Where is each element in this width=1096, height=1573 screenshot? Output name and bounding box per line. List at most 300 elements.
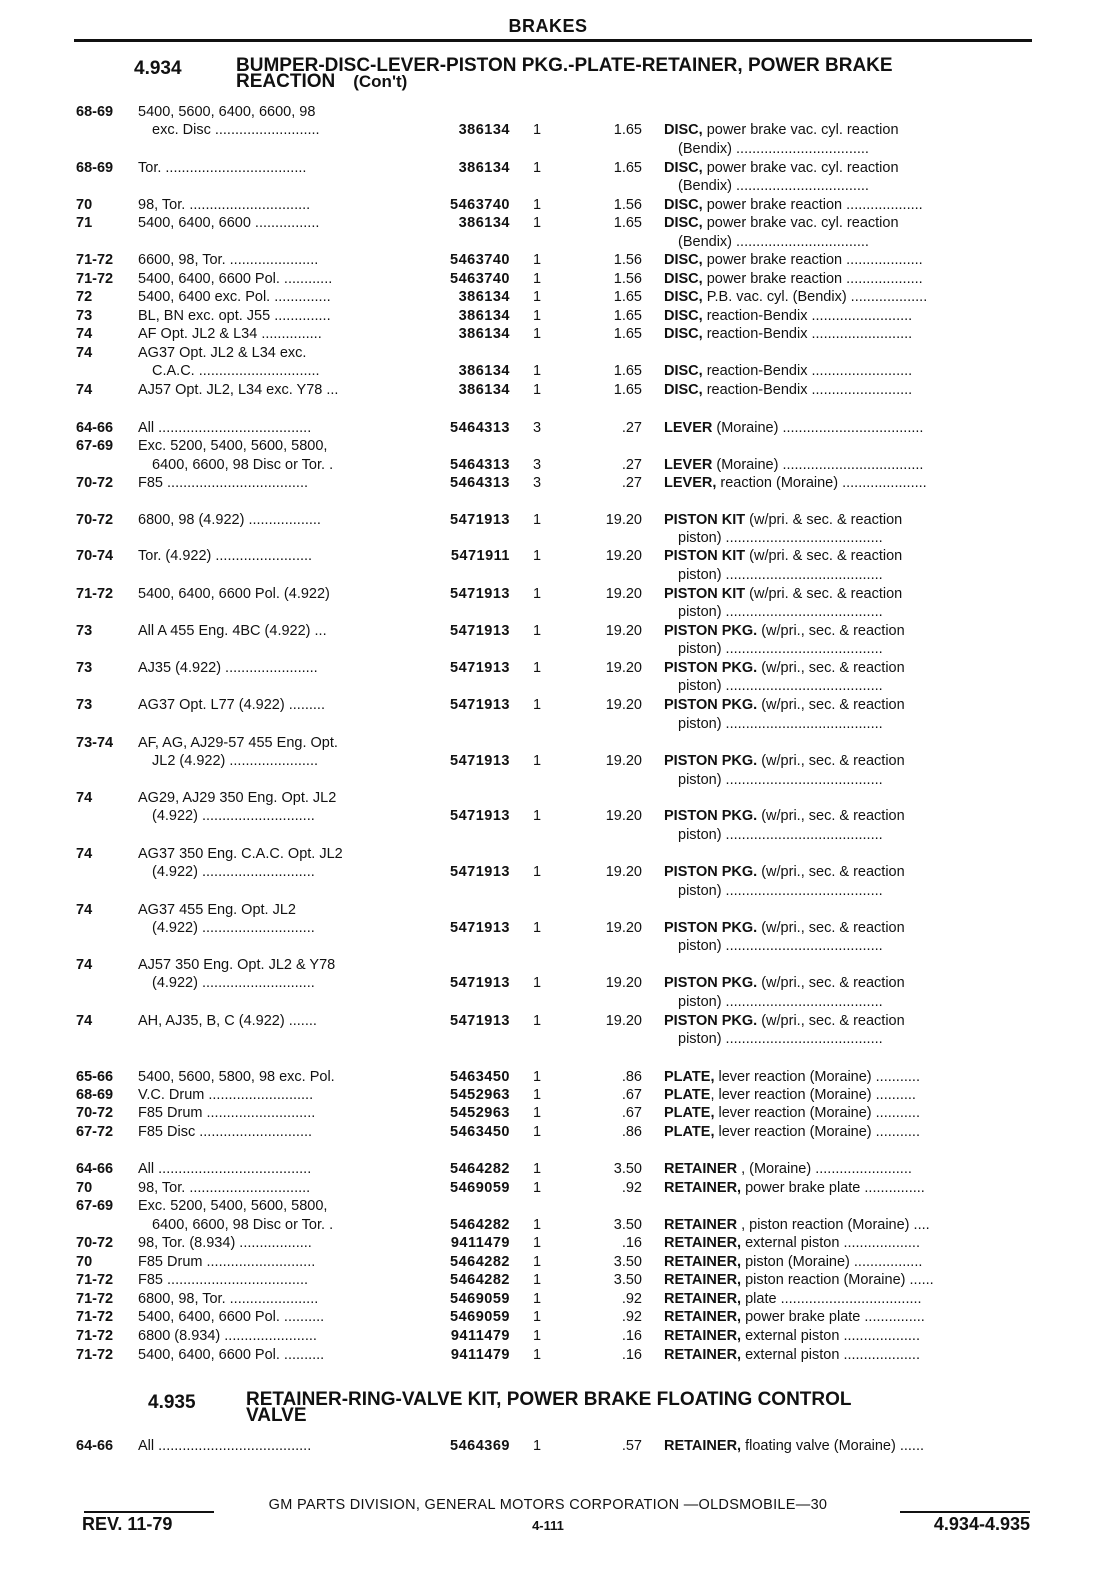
quantity: 1: [532, 623, 542, 639]
description: [664, 271, 1030, 287]
table-row: [0, 772, 1096, 792]
continued-label: (Con't): [353, 72, 408, 91]
application: 5400, 6400, 6600 ................: [138, 215, 320, 231]
description-text: piston) .......................................: [678, 530, 883, 546]
application: JL2 (4.922) ......................: [152, 753, 319, 769]
description-text: power brake reaction ...................: [702, 197, 923, 213]
table-row: [0, 271, 1096, 291]
price: .92: [621, 1309, 642, 1325]
price: 19.20: [605, 660, 642, 676]
description-text: power brake reaction ...................: [702, 271, 923, 287]
table-row: [0, 1124, 1096, 1144]
quantity: 1: [532, 197, 542, 213]
application: 6400, 6600, 98 Disc or Tor. .: [152, 1217, 334, 1233]
application: F85 Disc ............................: [138, 1124, 313, 1140]
description: [664, 363, 1030, 379]
footer-section-range: 4.934-4.935: [933, 1514, 1030, 1534]
application: AH, AJ35, B, C (4.922) .......: [138, 1013, 317, 1029]
table-row: [0, 902, 1096, 922]
description: [664, 920, 1030, 936]
description: [678, 716, 1030, 732]
quantity: 1: [532, 1124, 542, 1140]
description-item-name: PLATE,: [664, 1069, 715, 1085]
description: [678, 883, 1030, 899]
description-text: (w/pri., sec. & reaction: [757, 864, 905, 880]
quantity: 1: [532, 1105, 542, 1121]
table-row: [0, 735, 1096, 755]
description-item-name: DISC,: [664, 160, 703, 176]
table-row: [0, 215, 1096, 235]
table-row: [0, 827, 1096, 847]
table-row: [0, 1180, 1096, 1200]
table-row: [0, 548, 1096, 568]
model-year: 74: [76, 345, 93, 361]
description: [678, 604, 1030, 620]
description-text: piston) .......................................: [678, 716, 883, 732]
description-item-name: PISTON PKG.: [664, 975, 758, 991]
quantity: 1: [532, 1309, 542, 1325]
part-number: 9411479: [450, 1235, 510, 1251]
quantity: 3: [532, 475, 542, 491]
description-text: plate ...................................: [741, 1291, 922, 1307]
part-number: 386134: [458, 122, 510, 138]
table-row: [0, 345, 1096, 365]
quantity: 1: [532, 864, 542, 880]
description: [678, 938, 1030, 954]
part-number: 5471913: [450, 1013, 510, 1029]
application: (4.922) ............................: [152, 808, 315, 824]
description: [664, 1438, 1030, 1454]
table-row: [0, 1235, 1096, 1255]
description-text: reaction-Bendix .........................: [702, 363, 913, 379]
description-item-name: DISC,: [664, 326, 703, 342]
part-number: 386134: [458, 326, 510, 342]
description-text: (w/pri., sec. & reaction: [757, 660, 905, 676]
application: V.C. Drum ..........................: [138, 1087, 314, 1103]
description-text: piston) .......................................: [678, 938, 883, 954]
model-year: 71-72: [76, 1328, 114, 1344]
price: .86: [621, 1124, 642, 1140]
table-row: [0, 1438, 1096, 1458]
model-year: 74: [76, 326, 93, 342]
price: 19.20: [605, 512, 642, 528]
description-text: reaction-Bendix .........................: [702, 382, 913, 398]
description-item-name: RETAINER,: [664, 1254, 742, 1270]
description-item-name: PISTON PKG.: [664, 660, 758, 676]
model-year: 68-69: [76, 160, 114, 176]
model-year: 67-72: [76, 1124, 114, 1140]
part-number: 5471913: [450, 660, 510, 676]
application: AG29, AJ29 350 Eng. Opt. JL2: [138, 790, 337, 806]
application: (4.922) ............................: [152, 975, 315, 991]
price: 3.50: [613, 1217, 642, 1233]
part-number: 5464282: [450, 1161, 510, 1177]
table-row: [0, 1328, 1096, 1348]
description: [678, 567, 1030, 583]
quantity: 1: [532, 1069, 542, 1085]
description-item-name: PISTON PKG.: [664, 808, 758, 824]
description-text: , piston reaction (Moraine) ....: [737, 1217, 930, 1233]
application: AF Opt. JL2 & L34 ...............: [138, 326, 322, 342]
price: .92: [621, 1180, 642, 1196]
description: [664, 382, 1030, 398]
table-row: [0, 790, 1096, 810]
model-year: 70-72: [76, 512, 114, 528]
footer-revision: REV. 11-79: [82, 1514, 173, 1534]
table-row: [0, 289, 1096, 309]
part-number: 5464369: [450, 1438, 510, 1454]
model-year: 73: [76, 697, 93, 713]
table-row: [0, 660, 1096, 680]
price: .27: [621, 420, 642, 436]
table-row: [0, 604, 1096, 624]
description-item-name: PISTON PKG.: [664, 753, 758, 769]
part-number: 9411479: [450, 1347, 510, 1363]
application: AG37 Opt. L77 (4.922) .........: [138, 697, 325, 713]
description-text: (w/pri., sec. & reaction: [757, 808, 905, 824]
model-year: 73-74: [76, 735, 114, 751]
table-row: [0, 1031, 1096, 1051]
quantity: 1: [532, 382, 542, 398]
description: [678, 772, 1030, 788]
application: F85 Drum ...........................: [138, 1254, 316, 1270]
part-number: 5463740: [450, 271, 510, 287]
part-number: 5464282: [450, 1254, 510, 1270]
application: AF, AG, AJ29-57 455 Eng. Opt.: [138, 735, 338, 751]
description-item-name: PISTON PKG.: [664, 1013, 758, 1029]
description: [664, 975, 1030, 991]
section-title-line2: VALVE: [246, 1405, 307, 1426]
description-text: (w/pri., sec. & reaction: [757, 753, 905, 769]
table-row: [0, 1198, 1096, 1218]
description-item-name: RETAINER,: [664, 1328, 742, 1344]
description-text: (Moraine) ...................................: [712, 457, 924, 473]
application: 5400, 6400, 6600 Pol. ............: [138, 271, 333, 287]
model-year: 68-69: [76, 104, 114, 120]
price: .27: [621, 475, 642, 491]
description: [678, 678, 1030, 694]
part-number: 5471913: [450, 864, 510, 880]
description-text: external piston ...................: [741, 1328, 920, 1344]
description-item-name: RETAINER: [664, 1161, 738, 1177]
description: [678, 141, 1030, 157]
model-year: 71-72: [76, 252, 114, 268]
description: [678, 994, 1030, 1010]
table-row: [0, 864, 1096, 884]
quantity: 1: [532, 548, 542, 564]
description-item-name: DISC,: [664, 289, 703, 305]
description-text: power brake vac. cyl. reaction: [702, 122, 899, 138]
price: 19.20: [605, 864, 642, 880]
model-year: 71-72: [76, 1291, 114, 1307]
footer-publisher: GM PARTS DIVISION, GENERAL MOTORS CORPORATION —OLDSMOBILE—30: [268, 1497, 828, 1513]
table-row: [0, 457, 1096, 477]
price: 3.50: [613, 1272, 642, 1288]
quantity: 1: [532, 252, 542, 268]
part-number: 5471913: [450, 975, 510, 991]
model-year: 65-66: [76, 1069, 114, 1085]
quantity: 1: [532, 586, 542, 602]
description-text: external piston ...................: [741, 1235, 920, 1251]
description: [664, 1347, 1030, 1363]
table-row: [0, 1309, 1096, 1329]
section-title-line1: BUMPER-DISC-LEVER-PISTON PKG.-PLATE-RETAINER, POWER BRAKE: [236, 55, 893, 76]
section-title-4935: [246, 1389, 852, 1426]
model-year: 71: [76, 215, 93, 231]
model-year: 74: [76, 1013, 93, 1029]
part-number: 5471913: [450, 586, 510, 602]
description: [664, 1291, 1030, 1307]
description-text: piston) .......................................: [678, 604, 883, 620]
section-title-line1: RETAINER-RING-VALVE KIT, POWER BRAKE FLOATING CONTROL: [246, 1389, 852, 1410]
description-item-name: DISC,: [664, 215, 703, 231]
model-year: 71-72: [76, 586, 114, 602]
description: [664, 289, 1030, 305]
quantity: 1: [532, 215, 542, 231]
table-row: [0, 308, 1096, 328]
table-row: [0, 623, 1096, 643]
quantity: 1: [532, 697, 542, 713]
application: (4.922) ............................: [152, 920, 315, 936]
table-row: [0, 586, 1096, 606]
part-number: 5464313: [450, 475, 510, 491]
quantity: 1: [532, 1328, 542, 1344]
table-row: [0, 846, 1096, 866]
model-year: 64-66: [76, 420, 114, 436]
section-number-4935: 4.935: [148, 1392, 196, 1413]
description-text: piston) .......................................: [678, 827, 883, 843]
table-row: [0, 438, 1096, 458]
quantity: 1: [532, 975, 542, 991]
description: [664, 1013, 1030, 1029]
part-number: 5471913: [450, 512, 510, 528]
quantity: 1: [532, 1254, 542, 1270]
price: 1.56: [613, 197, 642, 213]
table-row: [0, 883, 1096, 903]
quantity: 1: [532, 660, 542, 676]
table-row: [0, 938, 1096, 958]
description: [664, 586, 1030, 602]
description-text: piston reaction (Moraine) ......: [741, 1272, 934, 1288]
price: 1.65: [613, 122, 642, 138]
page-header-title: BRAKES: [508, 16, 588, 36]
description: [678, 530, 1030, 546]
quantity: 1: [532, 512, 542, 528]
quantity: 1: [532, 1291, 542, 1307]
description: [664, 512, 1030, 528]
description-text: lever reaction (Moraine) ...........: [714, 1105, 920, 1121]
application: (4.922) ............................: [152, 864, 315, 880]
description-item-name: PISTON PKG.: [664, 697, 758, 713]
description-item-name: LEVER,: [664, 475, 717, 491]
price: .67: [621, 1087, 642, 1103]
description-text: lever reaction (Moraine) ...........: [714, 1124, 920, 1140]
table-row: [0, 178, 1096, 198]
description-text: floating valve (Moraine) ......: [741, 1438, 925, 1454]
description: [664, 660, 1030, 676]
description-text: piston) .......................................: [678, 1031, 883, 1047]
description-item-name: RETAINER,: [664, 1235, 742, 1251]
part-number: 9411479: [450, 1328, 510, 1344]
application: 6800 (8.934) .......................: [138, 1328, 317, 1344]
description: [664, 864, 1030, 880]
table-row: [0, 1161, 1096, 1181]
model-year: 74: [76, 846, 93, 862]
table-row: [0, 1069, 1096, 1089]
description: [664, 697, 1030, 713]
quantity: 1: [532, 808, 542, 824]
application: AG37 Opt. JL2 & L34 exc.: [138, 345, 307, 361]
part-number: 5464282: [450, 1272, 510, 1288]
part-number: 5452963: [450, 1087, 510, 1103]
part-number: 5464313: [450, 420, 510, 436]
description-item-name: RETAINER,: [664, 1438, 742, 1454]
quantity: 1: [532, 920, 542, 936]
price: .16: [621, 1328, 642, 1344]
section-title-4934: [236, 55, 893, 92]
description-text: power brake plate ...............: [741, 1309, 925, 1325]
price: 1.65: [613, 326, 642, 342]
price: .86: [621, 1069, 642, 1085]
part-number: 5469059: [450, 1291, 510, 1307]
model-year: 71-72: [76, 1272, 114, 1288]
model-year: 73: [76, 623, 93, 639]
description-text: piston) .......................................: [678, 678, 883, 694]
table-row: [0, 1272, 1096, 1292]
part-number: 5471913: [450, 753, 510, 769]
model-year: 72: [76, 289, 93, 305]
table-row: [0, 104, 1096, 124]
description: [678, 827, 1030, 843]
application: 6600, 98, Tor. ......................: [138, 252, 319, 268]
description-text: , lever reaction (Moraine) ..........: [710, 1087, 916, 1103]
quantity: 3: [532, 457, 542, 473]
part-number: 5463450: [450, 1124, 510, 1140]
description-item-name: PLATE,: [664, 1105, 715, 1121]
table-row: [0, 122, 1096, 142]
header-rule: [74, 39, 1032, 42]
application: 5400, 6400, 6600 Pol. ..........: [138, 1347, 325, 1363]
application: F85 ...................................: [138, 1272, 309, 1288]
description: [664, 308, 1030, 324]
model-year: 70: [76, 197, 93, 213]
model-year: 70: [76, 1254, 93, 1270]
quantity: 1: [532, 271, 542, 287]
part-number: 386134: [458, 289, 510, 305]
part-number: 386134: [458, 160, 510, 176]
part-number: 5471913: [450, 697, 510, 713]
description-text: power brake reaction ...................: [702, 252, 923, 268]
model-year: 67-69: [76, 438, 114, 454]
description: [664, 1235, 1030, 1251]
price: 19.20: [605, 548, 642, 564]
description: [664, 623, 1030, 639]
price: .92: [621, 1291, 642, 1307]
description-text: (w/pri. & sec. & reaction: [745, 586, 903, 602]
description: [664, 457, 1030, 473]
description-item-name: PLATE,: [664, 1124, 715, 1140]
model-year: 70: [76, 1180, 93, 1196]
application: 5400, 5600, 6400, 6600, 98: [138, 104, 316, 120]
price: 19.20: [605, 975, 642, 991]
price: .16: [621, 1235, 642, 1251]
part-number: 5463740: [450, 197, 510, 213]
table-row: [0, 234, 1096, 254]
description: [678, 641, 1030, 657]
description-item-name: DISC,: [664, 382, 703, 398]
application: F85 ...................................: [138, 475, 309, 491]
table-row: [0, 975, 1096, 995]
description-item-name: LEVER: [664, 457, 713, 473]
description: [664, 808, 1030, 824]
application: exc. Disc ..........................: [152, 122, 320, 138]
price: 1.65: [613, 289, 642, 305]
description-text: piston) .......................................: [678, 641, 883, 657]
table-row: [0, 160, 1096, 180]
description: [664, 1087, 1030, 1103]
section-title-line2: [236, 71, 893, 92]
model-year: 74: [76, 957, 93, 973]
price: 3.50: [613, 1254, 642, 1270]
price: 19.20: [605, 586, 642, 602]
model-year: 67-69: [76, 1198, 114, 1214]
description-item-name: DISC,: [664, 122, 703, 138]
description-item-name: RETAINER,: [664, 1291, 742, 1307]
table-row: [0, 1105, 1096, 1125]
table-row: [0, 994, 1096, 1014]
application: 6400, 6600, 98 Disc or Tor. .: [152, 457, 334, 473]
description-text: piston) .......................................: [678, 772, 883, 788]
description: [664, 1254, 1030, 1270]
application: C.A.C. ..............................: [152, 363, 320, 379]
application: 6800, 98 (4.922) ..................: [138, 512, 321, 528]
part-number: 5452963: [450, 1105, 510, 1121]
table-row: [0, 1291, 1096, 1311]
price: 1.65: [613, 308, 642, 324]
application: AG37 455 Eng. Opt. JL2: [138, 902, 296, 918]
model-year: 74: [76, 382, 93, 398]
application: 5400, 6400, 6600 Pol. ..........: [138, 1309, 325, 1325]
description: [664, 1124, 1030, 1140]
application: 5400, 5600, 5800, 98 exc. Pol.: [138, 1069, 335, 1085]
description: [678, 178, 1030, 194]
description-text: reaction-Bendix .........................: [702, 326, 913, 342]
description-item-name: PISTON PKG.: [664, 920, 758, 936]
price: 1.65: [613, 160, 642, 176]
description: [664, 1180, 1030, 1196]
description-text: power brake vac. cyl. reaction: [702, 160, 899, 176]
description-text: piston) .......................................: [678, 883, 883, 899]
table-row: [0, 141, 1096, 161]
description-text: external piston ...................: [741, 1347, 920, 1363]
part-number: 5464282: [450, 1217, 510, 1233]
description-text: (w/pri., sec. & reaction: [757, 623, 905, 639]
application: AG37 350 Eng. C.A.C. Opt. JL2: [138, 846, 343, 862]
quantity: 1: [532, 1217, 542, 1233]
price: 19.20: [605, 920, 642, 936]
price: 3.50: [613, 1161, 642, 1177]
application: Exc. 5200, 5400, 5600, 5800,: [138, 438, 328, 454]
description-text: piston) .......................................: [678, 567, 883, 583]
quantity: 1: [532, 289, 542, 305]
description: [664, 1069, 1030, 1085]
price: 1.56: [613, 252, 642, 268]
quantity: 1: [532, 1272, 542, 1288]
model-year: 73: [76, 660, 93, 676]
description: [664, 1309, 1030, 1325]
model-year: 74: [76, 902, 93, 918]
table-row: [0, 567, 1096, 587]
